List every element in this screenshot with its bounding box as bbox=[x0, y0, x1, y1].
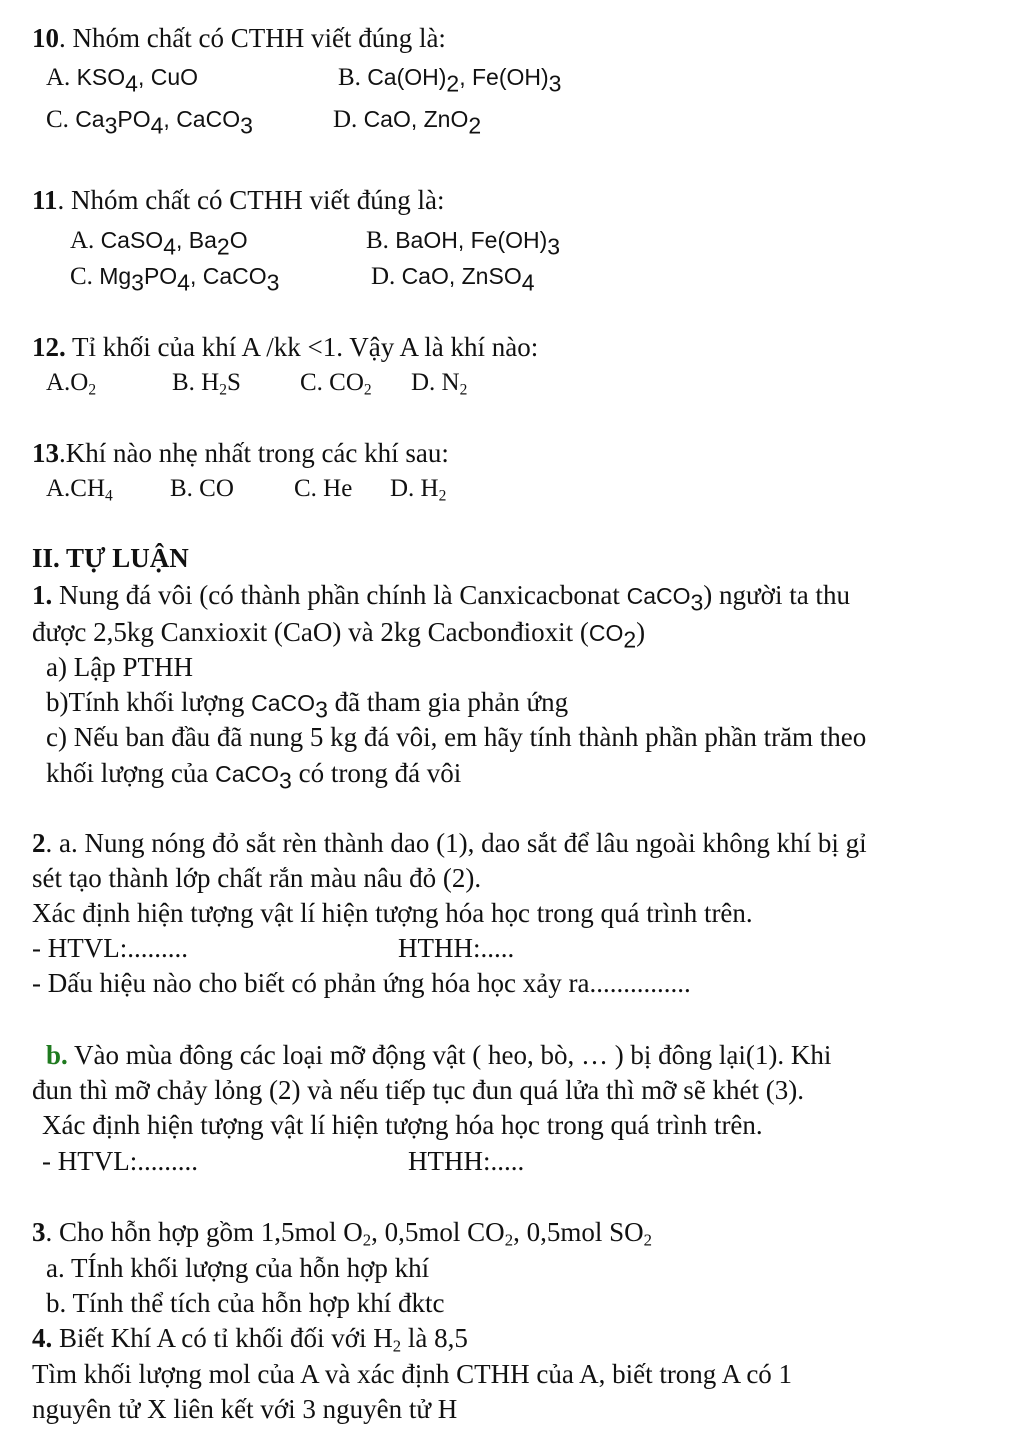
p1-line-1: 1. Nung đá vôi (có thành phần chính là Canxicacbonat CaCO$_3$) người ta thu bbox=[32, 580, 850, 616]
p2-line-2: sét tạo thành lớp chất rắn màu nâu đỏ (2). bbox=[32, 863, 482, 893]
q10-stem: 10. Nhóm chất có CTHH viết đúng là: bbox=[32, 23, 446, 53]
q12-option-d: D. $N_2$ bbox=[411, 369, 468, 399]
p2b-line-1: b. Vào mùa đông các loại mỡ động vật ( heo, bò, … ) bị đông lại(1). Khi bbox=[46, 1040, 832, 1070]
p1-part-c-line-2: khối lượng của CaCO$_3$ có trong đá vôi bbox=[46, 758, 462, 794]
q12-stem: 12. Tỉ khối của khí A /kk <1. Vậy A là khí nào: bbox=[32, 332, 539, 362]
p4-line-3: nguyên tử X liên kết với 3 nguyên tử H bbox=[32, 1394, 458, 1424]
q11-stem: 11. Nhóm chất có CTHH viết đúng là: bbox=[32, 185, 445, 215]
p1-part-a: a) Lập PTHH bbox=[46, 652, 193, 682]
p2-line-3: Xác định hiện tượng vật lí hiện tượng hóa học trong quá trình trên. bbox=[32, 898, 753, 928]
p2b-htvl: - HTVL:......... bbox=[42, 1146, 198, 1176]
q13-option-d: D. $H_2$ bbox=[390, 475, 447, 505]
p3-part-b: b. Tính thể tích của hỗn hợp khí đktc bbox=[46, 1288, 445, 1318]
q11-option-d: D. CaO, ZnSO$_4$ bbox=[371, 263, 535, 296]
q13-option-c: C. He bbox=[294, 475, 353, 502]
q13-stem: 13.Khí nào nhẹ nhất trong các khí sau: bbox=[32, 438, 449, 468]
q10-option-d: D. CaO, ZnO$_2$ bbox=[333, 106, 482, 139]
p2-hthh: HTHH:..... bbox=[398, 933, 515, 963]
q11-option-b: B. BaOH, $Fe(OH)_3$ bbox=[366, 227, 561, 260]
q13-option-b: B. CO bbox=[170, 475, 234, 502]
q10-option-c: C. $Ca_3PO_4$, CaCO$_3$ bbox=[46, 106, 253, 139]
p1-line-2: được 2,5kg Canxioxit (CaO) và 2kg Cacbonđioxit $(CO_2)$ bbox=[32, 617, 646, 653]
q10-option-b: B. $Ca(OH)_2$, $Fe(OH)_3$ bbox=[338, 64, 562, 97]
p2b-line-2: đun thì mỡ chảy lỏng (2) và nếu tiếp tục đun quá lửa thì mỡ sẽ khét (3). bbox=[32, 1075, 805, 1105]
p4-line-2: Tìm khối lượng mol của A và xác định CTHH của A, biết trong A có 1 bbox=[32, 1359, 793, 1389]
p3-line-1: 3. Cho hỗn hợp gồm 1,5mol $O_2$, 0,5mol $CO_2$, 0,5mol $SO_2$ bbox=[32, 1217, 652, 1250]
p1-part-b: b)Tính khối lượng CaCO$_3$ đã tham gia phản ứng bbox=[46, 687, 569, 723]
p2b-line-3: Xác định hiện tượng vật lí hiện tượng hóa học trong quá trình trên. bbox=[42, 1110, 763, 1140]
q12-option-c: C. $CO_2$ bbox=[300, 369, 372, 399]
q12-option-a: $A.O_2$ bbox=[46, 369, 97, 399]
q11-option-a: A. CaSO$_4$, $Ba_2O$ bbox=[70, 227, 248, 260]
p2-line-1: 2. a. Nung nóng đỏ sắt rèn thành dao (1), dao sắt để lâu ngoài không khí bị gỉ bbox=[32, 828, 867, 858]
p2-line-5: - Dấu hiệu nào cho biết có phản ứng hóa học xảy ra............... bbox=[32, 968, 691, 998]
q10-option-a: A. $KSO_4$, CuO bbox=[46, 64, 199, 97]
p2-htvl: - HTVL:......... bbox=[32, 933, 188, 963]
p4-line-1: 4. Biết Khí A có tỉ khối đối với $H_2$ là 8,5 bbox=[32, 1323, 468, 1356]
section-heading: II. TỰ LUẬN bbox=[32, 543, 189, 573]
p3-part-a: a. TÍnh khối lượng của hỗn hợp khí bbox=[46, 1253, 430, 1283]
p2b-hthh: HTHH:..... bbox=[408, 1146, 525, 1176]
q12-option-b: B. $H_2S$ bbox=[172, 369, 241, 399]
q13-option-a: $A.CH_4$ bbox=[46, 475, 113, 505]
q11-option-c: C. $Mg_3PO_4$, CaCO$_3$ bbox=[70, 263, 280, 296]
p1-part-c-line-1: c) Nếu ban đầu đã nung 5 kg đá vôi, em hãy tính thành phần phần trăm theo bbox=[46, 722, 867, 752]
